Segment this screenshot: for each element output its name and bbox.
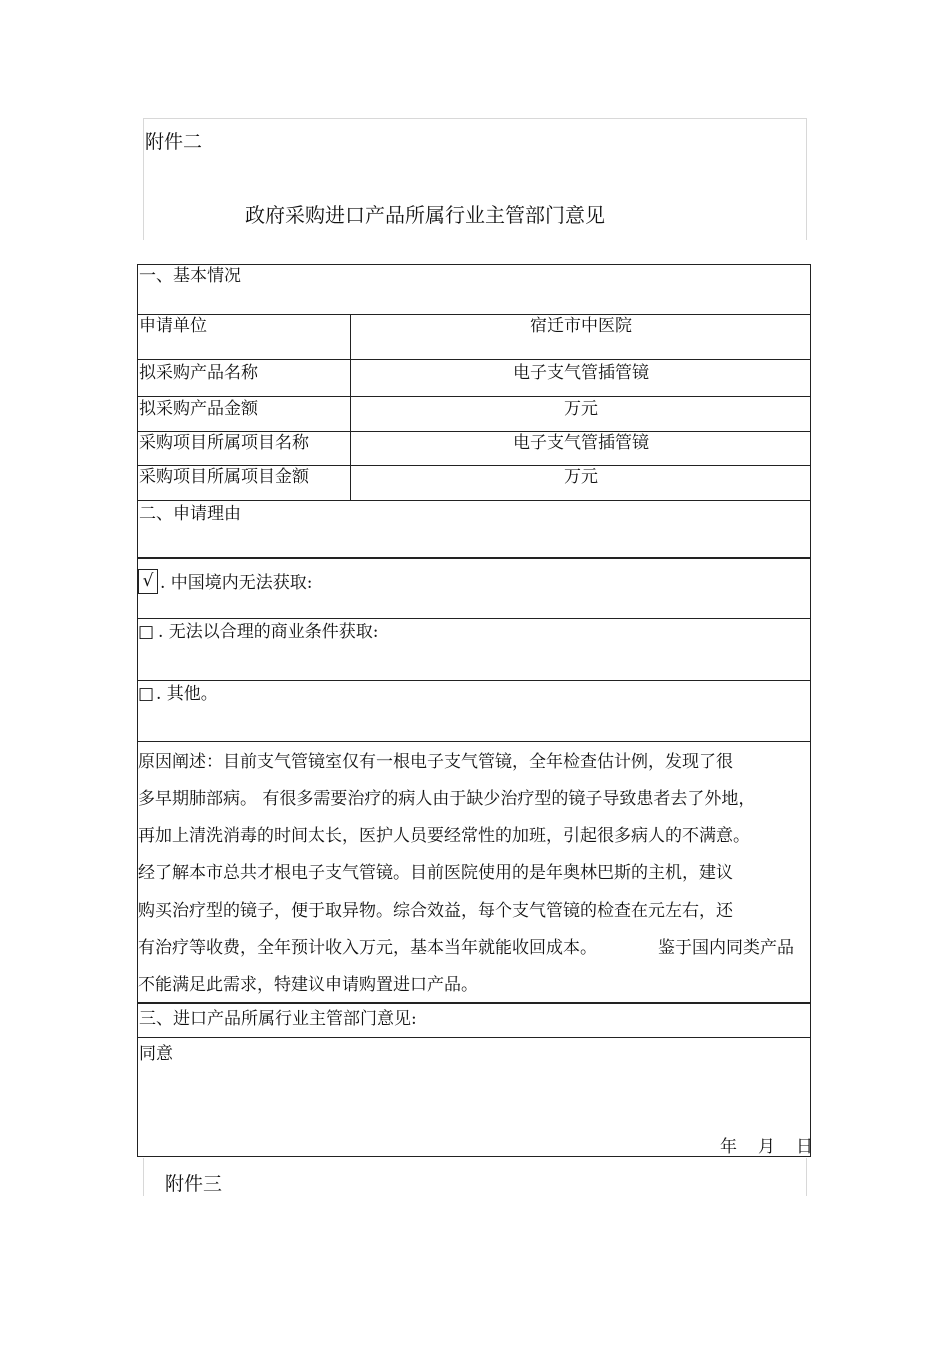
row-divider [137, 396, 811, 397]
checkbox-unchecked[interactable]: □ [138, 622, 155, 642]
attachment-label: 附件二 [145, 131, 203, 153]
project-name-value: 电子支气管插管镜 [513, 433, 649, 453]
reason-line: 再加上清洗消毒的时间太长，医护人员要经常性的加班，引起很多病人的不满意。 [138, 826, 750, 846]
product-name-value: 电子支气管插管镜 [513, 363, 649, 383]
applicant-label: 申请单位 [139, 316, 207, 336]
date-day: 日 [796, 1137, 813, 1157]
page-frame-top [143, 118, 807, 119]
row-divider [137, 431, 811, 432]
row-divider [137, 1002, 811, 1004]
product-amount-label: 拟采购产品金额 [139, 399, 258, 419]
reason-line: 多早期肺部病。 有很多需要治疗的病人由于缺少治疗型的镜子导致患者去了外地， [138, 789, 756, 809]
page-title: 政府采购进口产品所属行业主管部门意见 [245, 203, 605, 227]
option-other: . 其他。 [156, 684, 218, 704]
page-frame-left-bottom [143, 1158, 144, 1196]
row-divider [137, 1037, 811, 1038]
row-divider [137, 500, 811, 501]
date-month: 月 [758, 1137, 775, 1157]
row-divider [137, 359, 811, 360]
reason-line: 有治疗等收费，全年预计收入万元，基本当年就能收回成本。 [138, 938, 597, 958]
product-name-label: 拟采购产品名称 [139, 363, 258, 383]
reason-line: 原因阐述：目前支气管镜室仅有一根电子支气管镜，全年检查估计例，发现了很 [138, 752, 733, 772]
row-divider [137, 618, 811, 619]
reason-line: 鉴于国内同类产品 [658, 938, 794, 958]
row-divider [137, 314, 811, 315]
checkbox-unchecked[interactable]: □ [138, 684, 155, 704]
reason-line: 不能满足此需求，特建议申请购置进口产品。 [138, 975, 478, 995]
option-unavailable-domestic: . 中国境内无法获取: [160, 573, 313, 593]
reason-line: 购买治疗型的镜子，便于取异物。综合效益，每个支气管镜的检查在元左右，还 [138, 901, 733, 921]
page-frame-left [143, 118, 144, 240]
project-name-label: 采购项目所属项目名称 [139, 433, 309, 453]
page-frame-right-bottom [806, 1158, 807, 1196]
row-divider [137, 465, 811, 466]
section-opinion-heading: 三、进口产品所属行业主管部门意见: [139, 1009, 417, 1029]
row-divider [137, 741, 811, 742]
date-year: 年 [720, 1137, 737, 1157]
project-amount-label: 采购项目所属项目金额 [139, 467, 309, 487]
page-frame-right [806, 118, 807, 240]
opinion-text: 同意 [139, 1044, 173, 1064]
row-divider [137, 680, 811, 681]
checkbox-checked[interactable]: √ [138, 569, 158, 594]
section-reason-heading: 二、申请理由 [139, 504, 241, 524]
row-divider [137, 557, 811, 559]
option-unreasonable-terms: . 无法以合理的商业条件获取: [158, 622, 379, 642]
project-amount-value: 万元 [564, 467, 598, 487]
next-attachment-label: 附件三 [165, 1173, 223, 1195]
product-amount-value: 万元 [564, 399, 598, 419]
applicant-value: 宿迁市中医院 [530, 316, 632, 336]
reason-line: 经了解本市总共才根电子支气管镜。目前医院使用的是年奥林巴斯的主机，建议 [138, 863, 733, 883]
section-basic-info-heading: 一、基本情况 [139, 266, 241, 286]
